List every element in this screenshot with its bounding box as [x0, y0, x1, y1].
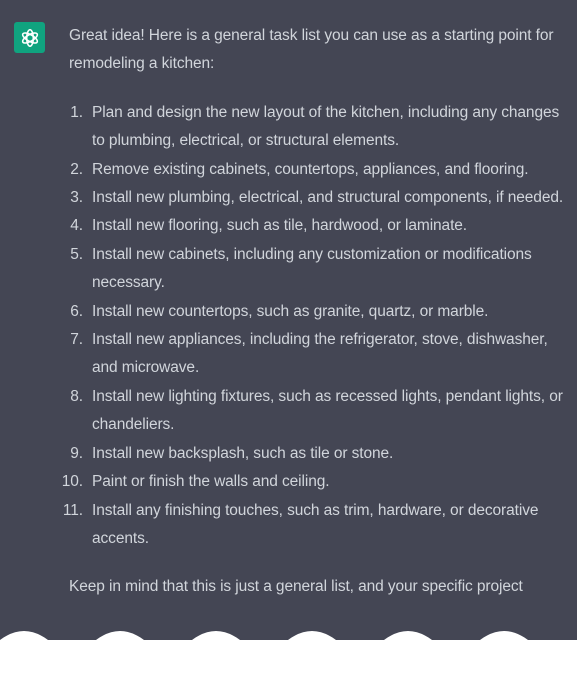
assistant-message-text — [61, 22, 565, 602]
torn-edge — [0, 618, 577, 658]
list-item-text: Install new lighting fixtures, such as recessed lights, pendant lights, or chandeliers. — [92, 387, 563, 434]
list-item-text: Install new appliances, including the refrigerator, stove, dishwasher, and microwave. — [92, 331, 548, 377]
list-item-number: 9. — [70, 444, 83, 462]
list-item — [69, 326, 565, 383]
list-item-number: 1. — [70, 103, 83, 121]
list-item — [69, 298, 565, 326]
list-item-text: Install new plumbing, electrical, and structural components, if needed. — [92, 189, 564, 207]
list-item-number: 6. — [70, 302, 83, 320]
list-item-text: Install any finishing touches, such as trim, hardware, or decorative accents. — [92, 501, 539, 547]
list-item-number: 2. — [70, 160, 83, 178]
list-item-text: Install new flooring, such as tile, hardwood, or laminate. — [92, 217, 468, 235]
assistant-avatar — [14, 22, 45, 53]
list-item-number: 5. — [70, 245, 83, 263]
openai-logo-icon — [19, 27, 41, 49]
message-intro: Great idea! Here is a general task list you can use as a starting point for remodeling a kitchen: — [69, 27, 554, 73]
list-item-number: 11. — [62, 501, 83, 519]
list-item-number: 4. — [70, 217, 83, 235]
list-item — [69, 212, 565, 240]
task-list — [61, 99, 565, 554]
list-item-text: Install new cabinets, including any customization or modifications necessary. — [92, 245, 532, 292]
list-item-number: 3. — [70, 189, 83, 207]
list-item — [69, 156, 565, 184]
list-item — [69, 99, 565, 156]
list-item — [69, 440, 565, 468]
list-item-text: Install new countertops, such as granite, quartz, or marble. — [92, 302, 489, 320]
list-item-text: Paint or finish the walls and ceiling. — [92, 473, 330, 491]
list-item — [69, 184, 565, 212]
list-item-text: Plan and design the new layout of the kitchen, including any changes to plumbing, electrical, or structural elements. — [92, 103, 560, 150]
list-item-text: Install new backsplash, such as tile or stone. — [92, 444, 394, 462]
list-item-number: 8. — [70, 387, 83, 405]
list-item-number: 7. — [70, 331, 83, 349]
list-item — [62, 497, 565, 554]
list-item — [69, 241, 565, 298]
list-item-number: 10. — [61, 473, 83, 491]
message-outro: Keep in mind that this is just a general list, and your specific project — [69, 578, 523, 596]
list-item — [69, 383, 565, 440]
list-item-text: Remove existing cabinets, countertops, appliances, and flooring. — [92, 160, 529, 178]
list-item — [61, 468, 565, 496]
